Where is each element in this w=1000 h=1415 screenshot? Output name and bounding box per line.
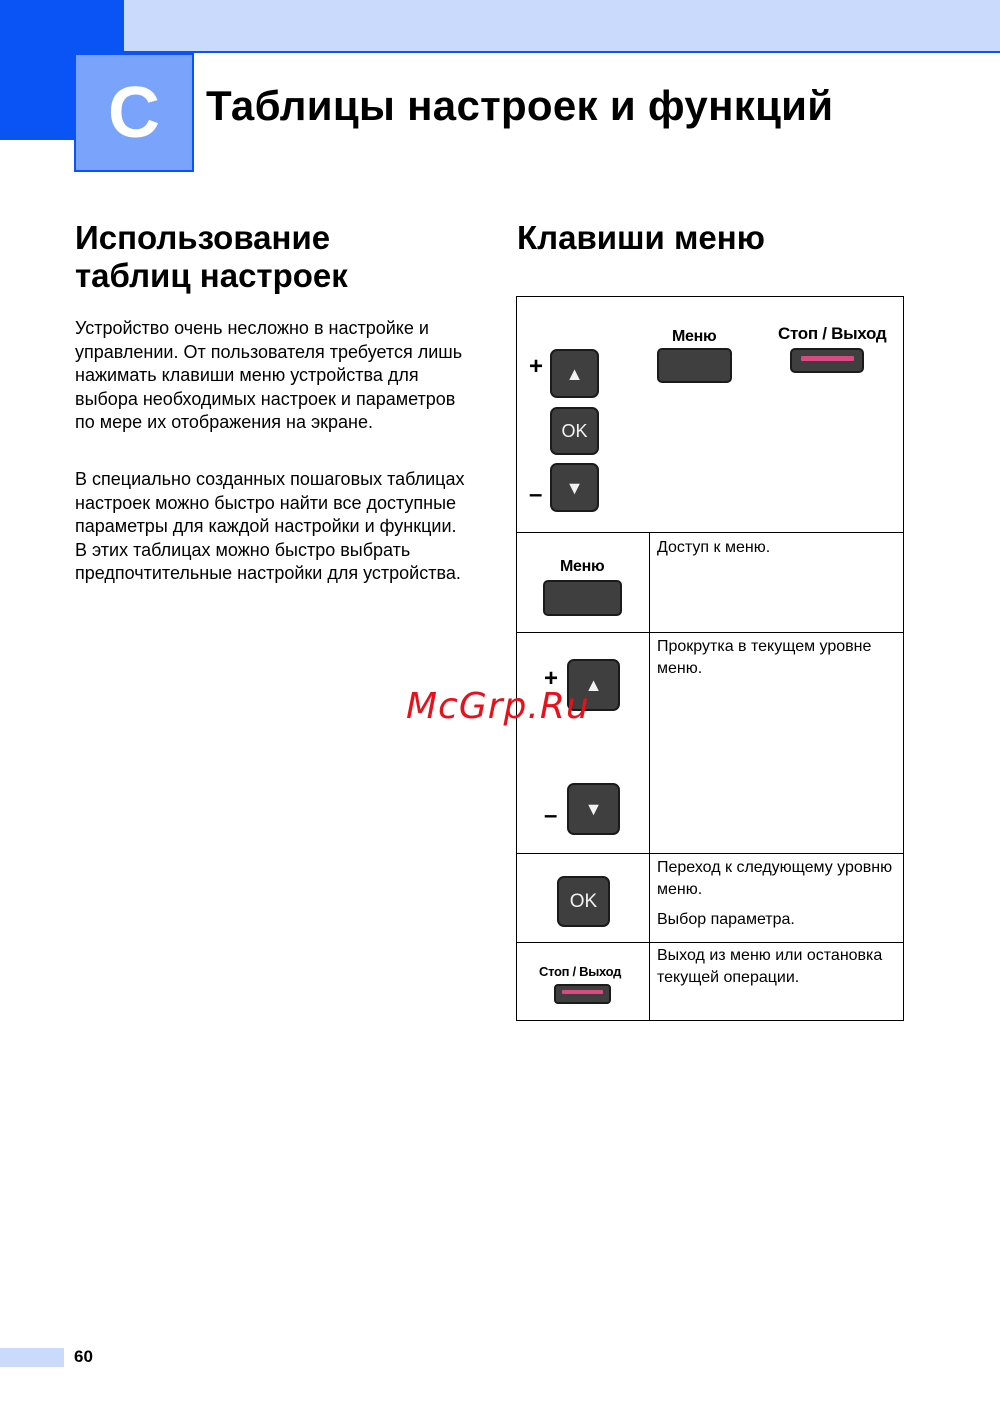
page-number: 60 bbox=[74, 1347, 93, 1366]
row-divider bbox=[517, 532, 903, 533]
chapter-title: Таблицы настроек и функций bbox=[206, 82, 834, 129]
down-key bbox=[550, 463, 599, 512]
row-up-arrow-icon: ▲ bbox=[584, 675, 603, 695]
watermark: McGrp.Ru bbox=[406, 686, 590, 727]
row-divider bbox=[517, 632, 903, 633]
column-divider bbox=[649, 533, 650, 1020]
chapter-letter-box bbox=[74, 53, 194, 172]
header-light-band bbox=[124, 0, 1000, 51]
left-heading bbox=[75, 219, 348, 295]
minus-sign: – bbox=[529, 481, 543, 508]
row-scroll-desc bbox=[657, 636, 897, 679]
row-stop-desc bbox=[657, 945, 897, 988]
row-ok-key-label: OK bbox=[569, 890, 598, 912]
row-ok-desc-text-2: Выбор параметра. bbox=[657, 911, 795, 928]
stop-key-stripe bbox=[801, 356, 854, 361]
row-ok-desc-text-1: Переход к следующему уровню меню. bbox=[657, 859, 893, 898]
row-divider bbox=[517, 942, 903, 943]
menu-key-label: Меню bbox=[672, 328, 717, 345]
row-stop-desc-text: Выход из меню или остановка текущей операции. bbox=[657, 947, 883, 986]
menu-key bbox=[657, 348, 732, 383]
chapter-letter: C bbox=[108, 72, 160, 153]
menu-keys-table bbox=[516, 296, 904, 1021]
row-stop-key-stripe bbox=[562, 990, 603, 994]
header-rule bbox=[124, 51, 1000, 53]
ok-key bbox=[550, 407, 599, 455]
intro-paragraph-2: В специально созданных пошаговых таблицах настроек можно быстро найти все доступные параметры для каждой настройки и функции. В этих таблицах можно быстро выбрать предпочтительные настройки для устройства. bbox=[75, 469, 465, 583]
row-menu-desc-text: Доступ к меню. bbox=[657, 539, 771, 556]
row-ok-key bbox=[557, 876, 610, 927]
intro-paragraph-1: Устройство очень несложно в настройке и управлении. От пользователя требуется лишь нажимать клавиши меню устройства для выбора необходимых настроек и параметров по мере их отображения на экране. bbox=[75, 318, 463, 432]
left-heading-line2: таблиц настроек bbox=[75, 257, 348, 294]
menu-keys-heading: Клавиши меню bbox=[517, 219, 765, 256]
down-arrow-icon: ▼ bbox=[565, 477, 584, 498]
row-down-arrow-icon: ▼ bbox=[584, 799, 603, 819]
row-stop-exit-key bbox=[554, 984, 611, 1004]
row-stop-key-label: Стоп / Выход bbox=[539, 964, 622, 979]
row-menu-key-label: Меню bbox=[560, 558, 605, 575]
left-heading-line1: Использование bbox=[75, 219, 331, 256]
row-minus-sign: – bbox=[544, 802, 558, 829]
row-plus-sign: + bbox=[544, 665, 559, 692]
row-menu-desc bbox=[657, 537, 897, 559]
row-menu-key bbox=[543, 580, 622, 616]
stop-key-label: Стоп / Выход bbox=[778, 324, 887, 343]
row-ok-desc bbox=[657, 857, 897, 931]
plus-sign: + bbox=[529, 353, 544, 380]
up-key bbox=[550, 349, 599, 398]
row-down-key bbox=[567, 783, 620, 835]
ok-key-label: OK bbox=[561, 420, 588, 441]
row-divider bbox=[517, 853, 903, 854]
row-scroll-desc-text: Прокрутка в текущем уровне меню. bbox=[657, 638, 872, 677]
up-arrow-icon: ▲ bbox=[565, 363, 584, 384]
footer-bar bbox=[0, 1348, 64, 1367]
